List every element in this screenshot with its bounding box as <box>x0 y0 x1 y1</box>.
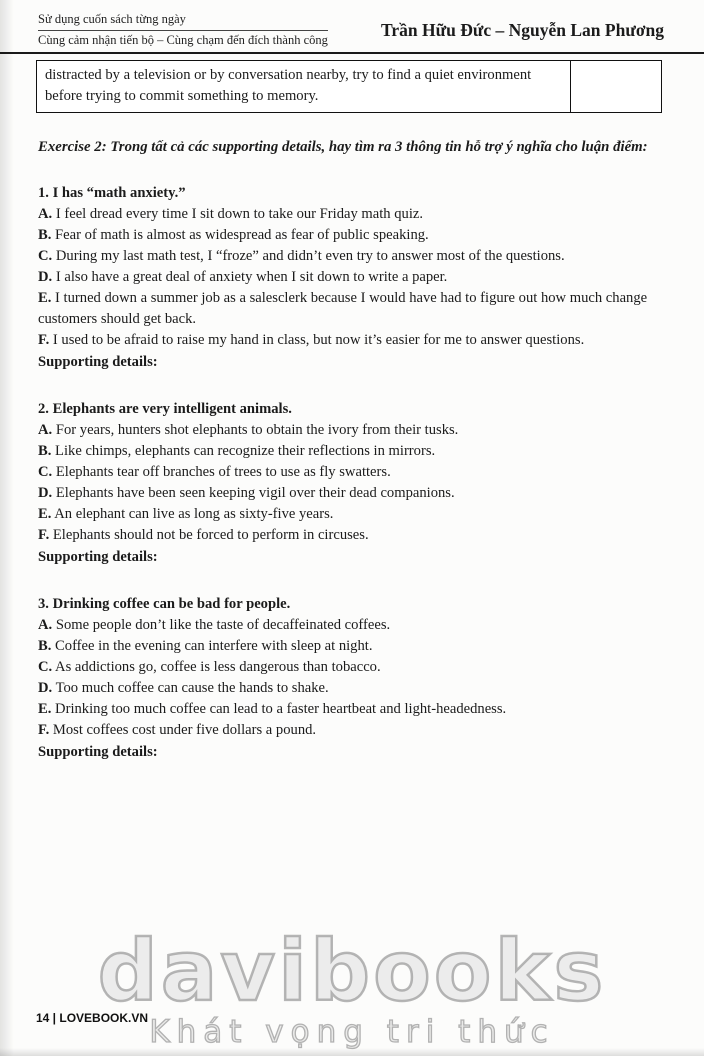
option-text: I also have a great deal of anxiety when I sit down to write a paper. <box>55 269 448 286</box>
option-label: F. <box>38 722 50 739</box>
option-label: A. <box>38 617 53 634</box>
option-label: E. <box>38 701 52 718</box>
header-authors: Trần Hữu Đức – Nguyễn Lan Phương <box>381 19 664 40</box>
option-line <box>38 420 662 441</box>
option-text: I feel dread every time I sit down to take our Friday math quiz. <box>55 206 424 223</box>
option-label: E. <box>38 290 52 307</box>
header-taglines <box>38 12 328 48</box>
option-line <box>38 720 662 741</box>
option-text: Fear of math is almost as widespread as fear of public speaking. <box>55 227 429 244</box>
option-line <box>38 699 662 720</box>
option-text: I turned down a summer job as a salesclerk because I would have had to figure out how much change customers should get back. <box>38 290 648 328</box>
memory-tip-empty-cell <box>570 61 661 111</box>
option-text: During my last math test, I “froze” and didn’t even try to answer most of the questions. <box>55 248 565 265</box>
memory-tip-table <box>36 60 662 112</box>
option-line <box>38 462 662 483</box>
option-label: C. <box>38 659 53 676</box>
option-text: As addictions go, coffee is less dangerous than tobacco. <box>55 659 381 676</box>
option-label: A. <box>38 206 53 223</box>
option-line <box>38 225 662 246</box>
option-label: D. <box>38 269 53 286</box>
option-label: B. <box>38 227 52 244</box>
option-text: Like chimps, elephants can recognize their reflections in mirrors. <box>55 443 436 460</box>
option-text: Some people don’t like the taste of decaffeinated coffees. <box>55 617 391 634</box>
option-line <box>38 204 662 225</box>
option-text: Elephants should not be forced to perform in circuses. <box>52 527 369 544</box>
page-header <box>0 0 704 54</box>
section-1-title: 1. I has “math anxiety.” <box>38 185 186 202</box>
option-text: Too much coffee can cause the hands to shake. <box>55 680 329 697</box>
exercise-section-3 <box>38 594 662 763</box>
exercise-section-2 <box>38 399 662 568</box>
option-label: B. <box>38 443 52 460</box>
option-label: D. <box>38 680 53 697</box>
option-line <box>38 441 662 462</box>
supporting-details-label: Supporting details: <box>38 549 158 566</box>
page-number-footer: 14 | LOVEBOOK.VN <box>36 1011 149 1025</box>
option-label: B. <box>38 638 52 655</box>
option-label: F. <box>38 332 50 349</box>
option-text: Most coffees cost under five dollars a pound. <box>52 722 317 739</box>
supporting-details-label: Supporting details: <box>38 354 158 371</box>
option-label: C. <box>38 464 53 481</box>
option-line <box>38 525 662 546</box>
davibooks-watermark <box>0 922 704 1050</box>
option-line <box>38 657 662 678</box>
option-line <box>38 267 662 288</box>
option-text: For years, hunters shot elephants to obtain the ivory from their tusks. <box>55 422 459 439</box>
header-tagline-2: Cùng cảm nhận tiến bộ – Cùng chạm đến đích thành công <box>38 32 328 47</box>
watermark-slogan-text: Khát vọng tri thức <box>149 1014 555 1050</box>
option-label: C. <box>38 248 53 265</box>
section-2-title: 2. Elephants are very intelligent animals. <box>38 401 292 418</box>
option-line <box>38 330 662 351</box>
header-tagline-1: Sử dụng cuốn sách từng ngày <box>38 12 328 31</box>
option-text: I used to be afraid to raise my hand in class, but now it’s easier for me to answer questions. <box>52 332 585 349</box>
exercise-section-1 <box>38 183 662 373</box>
option-text: Drinking too much coffee can lead to a faster heartbeat and light-headedness. <box>55 701 507 718</box>
option-line <box>38 678 662 699</box>
option-label: F. <box>38 527 50 544</box>
option-text: An elephant can live as long as sixty-five years. <box>54 506 334 523</box>
option-line <box>38 288 662 330</box>
option-text: Elephants have been seen keeping vigil over their dead companions. <box>55 485 455 502</box>
section-3-title: 3. Drinking coffee can be bad for people. <box>38 596 291 613</box>
option-line <box>38 246 662 267</box>
option-line <box>38 483 662 504</box>
option-line <box>38 615 662 636</box>
option-label: A. <box>38 422 53 439</box>
exercise-2-instruction: Exercise 2: Trong tất cả các supporting details, hay tìm ra 3 thông tin hỗ trợ ý nghĩa cho luận điểm: <box>38 138 648 155</box>
supporting-details-label: Supporting details: <box>38 744 158 761</box>
option-line <box>38 636 662 657</box>
option-label: D. <box>38 485 53 502</box>
option-label: E. <box>38 506 52 523</box>
watermark-logo-text: davibooks <box>97 922 607 1021</box>
option-line <box>38 504 662 525</box>
option-text: Coffee in the evening can interfere with sleep at night. <box>55 638 373 655</box>
memory-tip-text: distracted by a television or by conversation nearby, try to find a quiet environment before trying to commit something to memory. <box>45 67 532 105</box>
exercise-content <box>38 183 662 763</box>
option-text: Elephants tear off branches of trees to use as fly swatters. <box>55 464 391 481</box>
